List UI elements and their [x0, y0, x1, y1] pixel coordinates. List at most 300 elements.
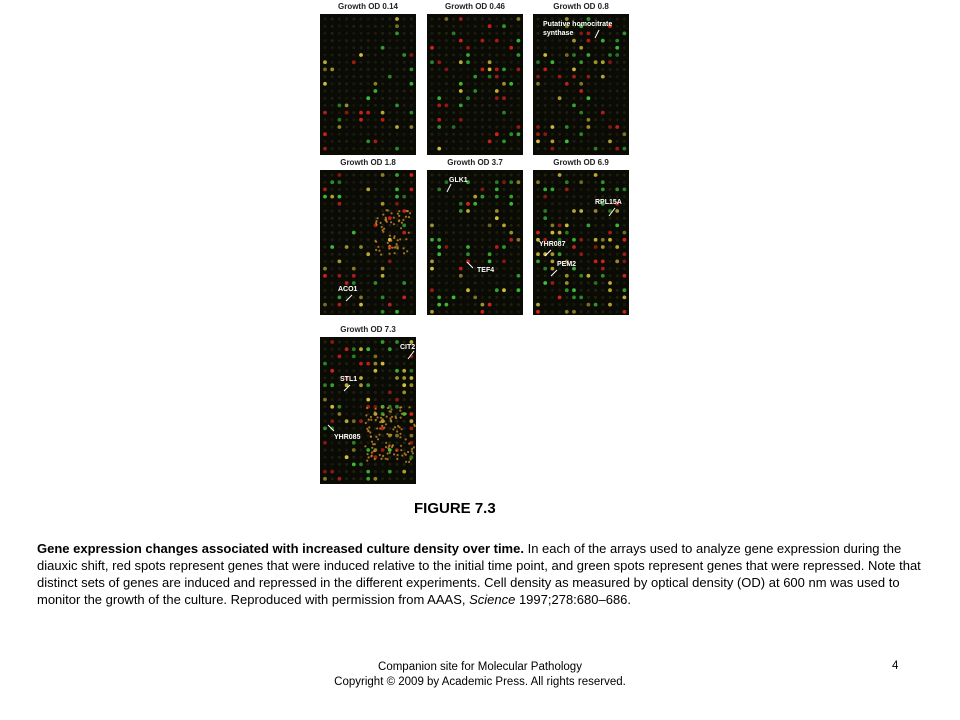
debris-speck	[409, 458, 411, 460]
array-spot	[374, 477, 378, 481]
array-spot	[616, 231, 619, 234]
array-spot	[616, 274, 619, 277]
array-spot	[331, 391, 334, 394]
array-spot	[360, 46, 363, 49]
array-spot	[558, 133, 561, 136]
array-spot	[481, 260, 484, 263]
array-spot	[573, 282, 576, 285]
array-spot	[580, 267, 583, 270]
array-spot	[366, 111, 370, 115]
array-spot	[616, 195, 619, 198]
array-spot	[517, 303, 520, 306]
array-spot	[594, 209, 598, 213]
debris-speck	[368, 456, 370, 458]
array-spot	[360, 238, 363, 241]
array-spot	[338, 46, 341, 49]
array-spot	[338, 238, 341, 241]
array-spot	[338, 54, 341, 57]
array-spot	[445, 202, 448, 205]
array-spot	[367, 463, 370, 466]
array-spot	[481, 75, 484, 78]
array-spot	[374, 289, 377, 292]
array-spot	[430, 60, 434, 64]
array-spot	[503, 231, 506, 234]
array-spot	[324, 341, 327, 344]
array-spot	[345, 18, 348, 21]
array-spot	[323, 303, 327, 307]
array-spot	[544, 97, 547, 100]
array-spot	[366, 398, 370, 402]
array-spot	[381, 68, 384, 71]
array-spot	[388, 140, 391, 143]
array-spot	[345, 463, 348, 466]
array-spot	[587, 296, 590, 299]
array-spot	[594, 60, 598, 64]
array-spot	[338, 274, 342, 278]
array-spot	[495, 68, 499, 72]
array-spot	[430, 260, 434, 264]
debris-speck	[378, 434, 380, 436]
array-spot	[579, 132, 583, 136]
array-spot	[360, 174, 363, 177]
array-spot	[573, 147, 576, 150]
array-spot	[388, 282, 391, 285]
array-spot	[367, 289, 370, 292]
array-spot	[352, 427, 355, 430]
array-spot	[573, 140, 576, 143]
array-spot	[331, 46, 334, 49]
array-spot	[352, 384, 355, 387]
array-spot	[488, 111, 491, 114]
array-spot	[338, 195, 342, 199]
array-spot	[395, 17, 399, 21]
array-spot	[345, 310, 348, 313]
debris-speck	[383, 427, 385, 429]
array-spot	[459, 140, 462, 143]
array-spot	[623, 147, 627, 151]
array-spot	[452, 253, 455, 256]
array-spot	[396, 217, 399, 220]
array-spot	[345, 470, 348, 473]
array-spot	[367, 303, 370, 306]
array-spot	[381, 296, 385, 300]
debris-speck	[407, 451, 409, 453]
array-spot	[495, 195, 499, 199]
array-spot	[410, 133, 413, 136]
array-spot	[495, 288, 499, 292]
array-spot	[616, 140, 619, 143]
array-spot	[338, 188, 341, 191]
array-spot	[495, 267, 498, 270]
array-spot	[374, 188, 377, 191]
array-spot	[367, 274, 370, 277]
array-spot	[395, 369, 399, 373]
array-spot	[352, 111, 355, 114]
array-spot	[623, 310, 627, 314]
array-spot	[403, 289, 406, 292]
array-spot	[565, 104, 568, 107]
array-spot	[572, 53, 576, 57]
array-spot	[509, 46, 513, 50]
array-spot	[388, 231, 391, 234]
array-spot	[623, 82, 626, 85]
array-spot	[579, 252, 583, 256]
array-spot	[580, 126, 583, 129]
array-spot	[536, 260, 540, 264]
array-spot	[324, 253, 327, 256]
array-spot	[438, 274, 441, 277]
array-spot	[565, 274, 569, 278]
debris-speck	[395, 449, 397, 451]
array-spot	[388, 296, 391, 299]
array-spot	[410, 289, 413, 292]
array-spot	[388, 195, 391, 198]
array-spot	[410, 383, 414, 387]
array-spot	[445, 133, 448, 136]
array-spot	[481, 217, 484, 220]
array-spot	[388, 181, 391, 184]
array-spot	[474, 147, 477, 150]
array-spot	[431, 282, 434, 285]
array-spot	[517, 231, 520, 234]
array-spot	[445, 303, 449, 307]
array-spot	[324, 210, 327, 213]
array-spot	[488, 246, 491, 249]
array-spot	[517, 68, 521, 72]
array-spot	[352, 75, 355, 78]
array-spot	[551, 188, 555, 192]
array-spot	[616, 68, 619, 71]
debris-speck	[380, 458, 382, 460]
array-spot	[360, 369, 363, 372]
array-spot	[466, 209, 470, 213]
array-spot	[367, 25, 370, 28]
debris-speck	[405, 238, 407, 240]
array-spot	[438, 133, 441, 136]
array-spot	[495, 18, 498, 21]
array-spot	[503, 133, 506, 136]
array-spot	[352, 391, 355, 394]
array-spot	[594, 46, 597, 49]
array-spot	[601, 310, 604, 313]
array-spot	[345, 174, 348, 177]
array-spot	[396, 282, 399, 285]
array-spot	[445, 274, 448, 277]
array-spot	[580, 104, 583, 107]
array-spot	[502, 68, 506, 72]
debris-speck	[387, 447, 389, 449]
array-spot	[338, 391, 341, 394]
array-spot	[403, 68, 406, 71]
array-spot	[396, 68, 399, 71]
array-spot	[402, 369, 406, 373]
array-spot	[359, 53, 363, 57]
array-spot	[395, 340, 399, 344]
array-spot	[551, 147, 555, 151]
array-spot	[488, 289, 491, 292]
array-spot	[537, 202, 540, 205]
array-spot	[345, 455, 349, 459]
array-spot	[396, 46, 399, 49]
array-spot	[360, 126, 363, 129]
array-spot	[331, 90, 334, 93]
array-spot	[551, 303, 554, 306]
debris-speck	[380, 417, 382, 419]
array-spot	[396, 61, 399, 64]
array-spot	[345, 260, 348, 263]
array-spot	[345, 82, 348, 85]
array-spot	[345, 195, 348, 198]
array-spot	[331, 61, 334, 64]
array-spot	[402, 224, 406, 228]
array-spot	[403, 310, 406, 313]
array-spot	[388, 384, 391, 387]
debris-speck	[408, 461, 410, 463]
array-spot	[445, 126, 448, 129]
array-spot	[352, 253, 355, 256]
array-spot	[323, 60, 327, 64]
array-spot	[331, 413, 334, 416]
array-spot	[623, 282, 626, 285]
array-spot	[551, 181, 554, 184]
array-spot	[374, 118, 377, 121]
array-spot	[445, 210, 448, 213]
array-spot	[495, 274, 498, 277]
array-spot	[366, 140, 370, 144]
array-spot	[580, 289, 583, 292]
array-spot	[579, 111, 583, 115]
array-spot	[359, 118, 363, 122]
array-spot	[360, 181, 363, 184]
array-spot	[601, 46, 604, 49]
array-spot	[323, 427, 327, 431]
array-spot	[517, 288, 521, 292]
array-spot	[352, 147, 355, 150]
debris-speck	[365, 422, 367, 424]
debris-speck	[391, 416, 393, 418]
array-spot	[616, 25, 619, 28]
array-spot	[345, 238, 348, 241]
debris-speck	[391, 446, 393, 448]
array-spot	[360, 147, 363, 150]
array-spot	[609, 174, 612, 177]
array-spot	[488, 68, 492, 72]
array-spot	[438, 224, 441, 227]
array-spot	[324, 174, 327, 177]
array-spot	[381, 398, 384, 401]
array-spot	[445, 217, 448, 220]
array-spot	[579, 209, 583, 213]
array-spot	[367, 90, 370, 93]
debris-speck	[402, 219, 404, 221]
gene-label: STL1	[340, 376, 358, 383]
array-spot	[572, 75, 576, 79]
panel-title: Growth OD 0.14	[320, 0, 416, 14]
array-spot	[565, 82, 569, 86]
array-spot	[338, 348, 341, 351]
array-spot	[403, 140, 406, 143]
array-spot	[467, 126, 470, 129]
debris-speck	[394, 426, 396, 428]
array-background	[320, 170, 416, 315]
array-spot	[324, 140, 327, 143]
array-spot	[323, 267, 327, 271]
array-spot	[623, 32, 627, 36]
array-spot	[558, 231, 562, 235]
array-spot	[481, 32, 484, 35]
array-spot	[474, 181, 477, 184]
array-spot	[558, 90, 561, 93]
array-spot	[452, 133, 455, 136]
array-spot	[474, 188, 477, 191]
array-spot	[374, 362, 378, 366]
array-spot	[481, 111, 484, 114]
array-spot	[474, 133, 477, 136]
debris-speck	[379, 421, 381, 423]
debris-speck	[387, 458, 389, 460]
array-spot	[452, 82, 455, 85]
array-spot	[438, 111, 441, 114]
array-spot	[345, 347, 349, 351]
array-spot	[338, 253, 341, 256]
debris-speck	[380, 254, 382, 256]
array-spot	[331, 202, 334, 205]
array-spot	[345, 61, 348, 64]
array-spot	[481, 174, 484, 177]
array-spot	[323, 398, 327, 402]
array-spot	[587, 224, 591, 228]
array-spot	[381, 97, 384, 100]
array-spot	[345, 147, 348, 150]
array-spot	[331, 231, 334, 234]
array-spot	[360, 477, 363, 480]
array-spot	[360, 456, 363, 459]
array-spot	[587, 68, 590, 71]
array-spot	[623, 104, 626, 107]
array-spot	[360, 441, 363, 444]
array-spot	[330, 470, 334, 474]
array-spot	[352, 90, 355, 93]
array-spot	[360, 39, 363, 42]
array-spot	[459, 147, 462, 150]
debris-speck	[411, 448, 413, 450]
array-spot	[488, 104, 491, 107]
array-spot	[403, 90, 406, 93]
array-spot	[466, 252, 470, 256]
array-spot	[360, 391, 363, 394]
array-spot	[410, 303, 413, 306]
debris-speck	[366, 407, 368, 409]
array-spot	[609, 32, 612, 35]
array-spot	[488, 181, 491, 184]
debris-speck	[393, 237, 395, 239]
array-spot	[565, 253, 568, 256]
array-spot	[601, 210, 604, 213]
array-spot	[360, 104, 363, 107]
array-spot	[324, 296, 327, 299]
array-spot	[323, 111, 327, 115]
array-spot	[338, 355, 342, 359]
array-spot	[345, 419, 349, 423]
array-spot	[565, 97, 568, 100]
array-spot	[544, 126, 547, 129]
array-spot	[367, 147, 370, 150]
array-spot	[537, 111, 540, 114]
array-spot	[459, 60, 463, 64]
debris-speck	[371, 441, 373, 443]
array-spot	[431, 231, 434, 234]
array-spot	[452, 75, 455, 78]
array-spot	[388, 126, 391, 129]
array-spot	[517, 75, 520, 78]
array-spot	[510, 217, 513, 220]
array-spot	[615, 147, 619, 151]
array-spot	[402, 231, 406, 235]
array-spot	[459, 238, 462, 241]
array-spot	[579, 60, 583, 64]
debris-speck	[388, 444, 390, 446]
array-spot	[345, 224, 348, 227]
array-spot	[388, 104, 391, 107]
panel-title: Growth OD 3.7	[427, 156, 523, 170]
array-spot	[403, 355, 406, 358]
array-spot	[437, 245, 441, 249]
array-spot	[544, 140, 547, 143]
array-spot	[367, 133, 370, 136]
array-spot	[537, 46, 540, 49]
array-spot	[452, 125, 456, 129]
array-spot	[345, 118, 348, 121]
array-spot	[410, 463, 413, 466]
array-spot	[403, 274, 406, 277]
array-spot	[338, 260, 342, 264]
array-spot	[367, 68, 370, 71]
array-spot	[395, 147, 399, 151]
array-spot	[544, 61, 547, 64]
array-spot	[623, 181, 626, 184]
array-spot	[437, 238, 441, 242]
array-spot	[359, 463, 363, 467]
array-spot	[488, 303, 492, 307]
array-spot	[551, 281, 555, 285]
array-spot	[445, 195, 448, 198]
array-spot	[431, 253, 434, 256]
debris-speck	[394, 252, 396, 254]
array-spot	[517, 147, 520, 150]
array-spot	[395, 434, 399, 438]
array-spot	[544, 111, 547, 114]
array-spot	[367, 260, 370, 263]
array-spot	[495, 132, 499, 136]
array-spot	[367, 224, 370, 227]
array-spot	[360, 253, 363, 256]
array-spot	[481, 46, 484, 49]
array-spot	[488, 60, 492, 64]
debris-speck	[390, 221, 392, 223]
debris-speck	[375, 220, 377, 222]
array-spot	[396, 477, 399, 480]
array-spot	[467, 82, 470, 85]
array-spot	[616, 111, 619, 114]
array-spot	[324, 181, 327, 184]
array-spot	[543, 281, 547, 285]
debris-speck	[376, 416, 378, 418]
array-spot	[345, 441, 348, 444]
array-spot	[587, 231, 590, 234]
array-spot	[374, 46, 377, 49]
array-spot	[537, 210, 540, 213]
array-spot	[402, 470, 406, 474]
